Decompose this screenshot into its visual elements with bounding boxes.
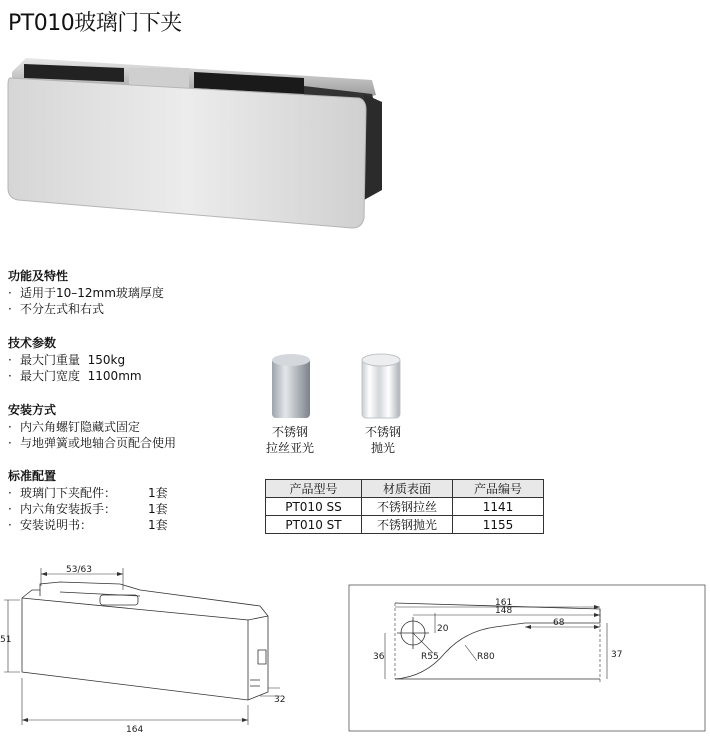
radius-r80-label: R80: [477, 652, 495, 662]
dim-height-label: 51: [0, 635, 12, 645]
feature-item: · 不分左式和右式: [8, 302, 105, 316]
install-heading: 安装方式: [8, 403, 57, 417]
brushed-finish-label: 不锈钢 拉丝亚光: [265, 425, 314, 455]
table-cell: 1155: [453, 516, 544, 534]
brushed-finish-swatch: [268, 352, 318, 424]
table-header-cell: 产品型号: [266, 480, 362, 498]
standard-section: [8, 468, 168, 533]
polished-finish-label: 不锈钢 抛光: [364, 425, 401, 455]
dim-36-label: 36: [373, 652, 385, 662]
dim-length-label: 164: [126, 725, 144, 735]
side-view-drawing: [0, 560, 300, 743]
table-header-row: [266, 480, 544, 498]
install-item: · 与地弹簧或地轴合页配合使用: [8, 436, 177, 450]
table-cell: PT010 SS: [266, 498, 362, 516]
dim-68-label: 68: [553, 618, 565, 628]
dim-20-label: 20: [437, 624, 449, 634]
install-item: · 内六角螺钉隐藏式固定: [8, 420, 141, 434]
radius-r55-label: R55: [421, 652, 439, 662]
section-view-drawing: [345, 583, 707, 735]
table-row: [266, 516, 544, 534]
spec-table: [265, 479, 544, 534]
tech-heading: 技术参数: [8, 336, 57, 350]
dim-37-label: 37: [611, 650, 623, 660]
table-header-cell: 材质表面: [362, 480, 453, 498]
product-photo: [4, 50, 389, 235]
standard-heading: 标准配置: [8, 469, 57, 483]
tech-item: · 最大门重量 150kg: [8, 353, 126, 367]
standard-item: · 安装说明书： 1套: [8, 518, 168, 532]
dim-161-label: 161: [495, 598, 513, 608]
table-cell: PT010 ST: [266, 516, 362, 534]
dim-148-label: 148: [495, 606, 513, 616]
features-heading: 功能及特性: [8, 269, 69, 283]
standard-item: · 玻璃门下夹配件： 1套: [8, 486, 168, 500]
table-cell: 不锈钢拉丝: [362, 498, 453, 516]
table-cell: 不锈钢抛光: [362, 516, 453, 534]
page-title: PT010玻璃门下夹: [8, 11, 182, 36]
table-row: [266, 498, 544, 516]
dim-slot-label: 53/63: [66, 565, 92, 575]
feature-item: · 适用于10–12mm玻璃厚度: [8, 286, 164, 300]
table-header-cell: 产品编号: [453, 480, 544, 498]
dim-depth-label: 32: [274, 695, 286, 705]
table-cell: 1141: [453, 498, 544, 516]
polished-finish-swatch: [358, 352, 408, 424]
tech-section: [8, 335, 142, 384]
standard-item: · 内六角安装扳手： 1套: [8, 502, 168, 516]
features-section: [8, 268, 164, 317]
tech-item: · 最大门宽度 1100mm: [8, 369, 142, 383]
install-section: [8, 402, 176, 451]
